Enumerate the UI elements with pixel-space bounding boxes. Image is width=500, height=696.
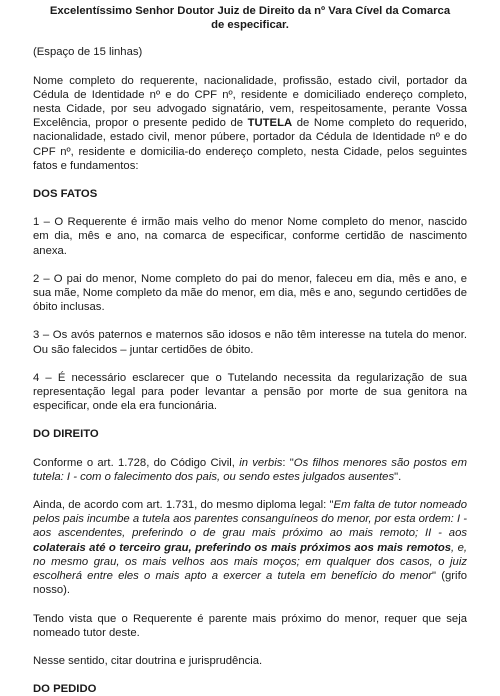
intro-text-1: Nome completo do requerente, nacionalidade, profissão, estado civil, portador da Cédula de Identidade nº e do CPF nº, residente e domiciliado endereço completo, nesta Cidade, por seu advogado signatário, vem, respeitosamente, perante Vossa Excelência, propor o presente pedido de	[33, 74, 467, 130]
direito-paragraph-2	[33, 498, 467, 597]
direito-paragraph-1	[33, 456, 467, 484]
title-line-1: Excelentíssimo Senhor Doutor Juiz de Direito da nº Vara Cível da Comarca	[49, 5, 451, 17]
intro-bold-tutela: TUTELA	[247, 117, 293, 130]
space-note: (Espaço de 15 linhas)	[33, 46, 143, 59]
section-heading-fatos: DOS FATOS	[33, 188, 98, 201]
fato-paragraph-4: 4 – É necessário esclarecer que o Tutelando necessita da regularização de sua representação legal para poder levantar a pensão por morte de sua genitora na especificar, onde ela era funcionária.	[33, 371, 467, 413]
direito1-text-1: Conforme o art. 1.728, do Código Civil,	[33, 456, 240, 469]
fato-paragraph-3: 3 – Os avós paternos e maternos são idosos e não têm interesse na tutela do menor. Ou são falecidos – juntar certidões de óbito.	[33, 329, 467, 356]
direito2-bolditalic: colaterais até o terceiro grau, preferindo os mais próximos aos mais remotos	[33, 541, 452, 554]
direito2-italic-2: , e, no mesmo grau, os mais velhos aos mais moços; em qualquer dos casos, o juiz escolherá entre eles o mais apto a exercer a tutela em benefício do menor	[33, 541, 467, 583]
document-title	[33, 4, 467, 32]
direito1-italic-1: in verbis	[239, 456, 283, 469]
direito-paragraph-4: Nesse sentido, citar doutrina e jurisprudência.	[33, 654, 263, 667]
title-line-2: de especificar.	[211, 19, 289, 32]
direito2-text-2: " (grifo nosso).	[33, 570, 467, 597]
section-heading-pedido: DO PEDIDO	[33, 683, 97, 696]
section-heading-direito: DO DIREITO	[33, 428, 99, 441]
fato-paragraph-2: 2 – O pai do menor, Nome completo do pai do menor, faleceu em dia, mês e ano, e sua mãe, Nome completo da mãe do menor, em dia, mês e ano, segundo certidões de óbito inclusas.	[33, 272, 467, 314]
fato-paragraph-1: 1 – O Requerente é irmão mais velho do menor Nome completo do menor, nascido em dia, mês e ano, na comarca de especificar, conforme certidão de nascimento anexa.	[33, 216, 467, 257]
direito2-italic-1: Em falta de tutor nomeado pelos pais incumbe a tutela aos parentes consanguíneos do menor, por esta ordem: I - aos ascendentes, preferindo o de grau mais próximo ao mais remoto; II - aos	[33, 499, 467, 540]
direito-paragraph-3: Tendo vista que o Requerente é parente mais próximo do menor, requer que seja nomeado tutor deste.	[33, 612, 467, 639]
intro-paragraph	[33, 74, 467, 173]
direito2-text-1: Ainda, de acordo com art. 1.731, do mesmo diploma legal: "	[33, 499, 334, 512]
intro-text-2: de Nome completo do requerido, nacionalidade, estado civil, menor púbere, portador da Cédula de Identidade nº e do CPF nº, residente e domicilia-do endereço completo, nesta Cidade, pelos seguintes fatos e fundamentos:	[33, 117, 467, 172]
direito1-italic-2: Os filhos menores são postos em tutela: I - com o falecimento dos pais, ou sendo estes julgados ausentes	[33, 456, 467, 483]
direito1-text-3: ".	[394, 470, 402, 483]
direito1-text-2: : "	[282, 456, 294, 469]
